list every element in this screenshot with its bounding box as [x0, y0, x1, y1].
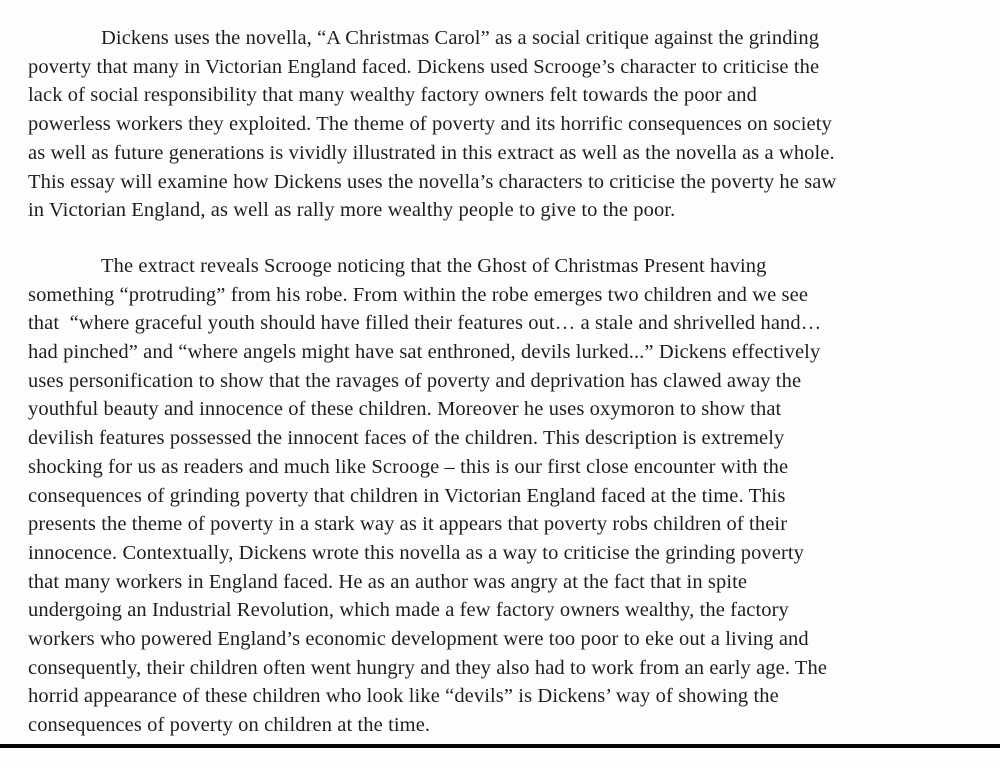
- paragraph: [28, 252, 992, 740]
- text-line: consequences of poverty on children at the time.: [28, 714, 431, 737]
- text-line: consequences of grinding poverty that children in Victorian England faced at the time. This: [28, 484, 786, 507]
- text-line: The extract reveals Scrooge noticing that the Ghost of Christmas Present having: [101, 254, 767, 277]
- text-line: in Victorian England, as well as rally more wealthy people to give to the poor.: [28, 199, 676, 222]
- paragraph: [28, 24, 992, 225]
- text-line: Dickens uses the novella, “A Christmas Carol” as a social critique against the grinding: [101, 27, 820, 49]
- text-line: had pinched” and “where angels might have sat enthroned, devils lurked...” Dickens effectively: [28, 341, 821, 364]
- text-line: as well as future generations is vividly illustrated in this extract as well as the novella as a whole.: [28, 141, 835, 164]
- text-line: something “protruding” from his robe. From within the robe emerges two children and we see: [28, 283, 809, 306]
- text-line: horrid appearance of these children who look like “devils” is Dickens’ way of showing the: [28, 685, 779, 708]
- text-line: lack of social responsibility that many wealthy factory owners felt towards the poor and: [28, 84, 757, 107]
- text-line: shocking for us as readers and much like Scrooge – this is our first close encounter with the: [28, 455, 789, 478]
- text-line: This essay will examine how Dickens uses the novella’s characters to criticise the poverty he saw: [28, 170, 837, 193]
- text-line: uses personification to show that the ravages of poverty and deprivation has clawed away the: [28, 369, 802, 392]
- text-line: undergoing an Industrial Revolution, which made a few factory owners wealthy, the factory: [28, 599, 789, 622]
- text-line: workers who powered England’s economic development were too poor to eke out a living and: [28, 628, 809, 651]
- text-line: consequently, their children often went hungry and they also had to work from an early age. The: [28, 656, 828, 679]
- text-line: that many workers in England faced. He as an author was angry at the fact that in spite: [28, 570, 748, 593]
- text-line: powerless workers they exploited. The theme of poverty and its horrific consequences on society: [28, 113, 832, 136]
- essay-text: [28, 24, 992, 767]
- text-line: innocence. Contextually, Dickens wrote this novella as a way to criticise the grinding poverty: [28, 541, 805, 564]
- bottom-divider-bar: [0, 744, 1000, 748]
- text-line: poverty that many in Victorian England faced. Dickens used Scrooge’s character to criticise the: [28, 55, 820, 78]
- text-line: that “where graceful youth should have filled their features out… a stale and shrivelled hand…: [28, 312, 822, 335]
- text-line: devilish features possessed the innocent faces of the children. This description is extremely: [28, 427, 785, 450]
- text-line: presents the theme of poverty in a stark way as it appears that poverty robs children of their: [28, 513, 788, 536]
- text-line: youthful beauty and innocence of these children. Moreover he uses oxymoron to show that: [28, 398, 782, 421]
